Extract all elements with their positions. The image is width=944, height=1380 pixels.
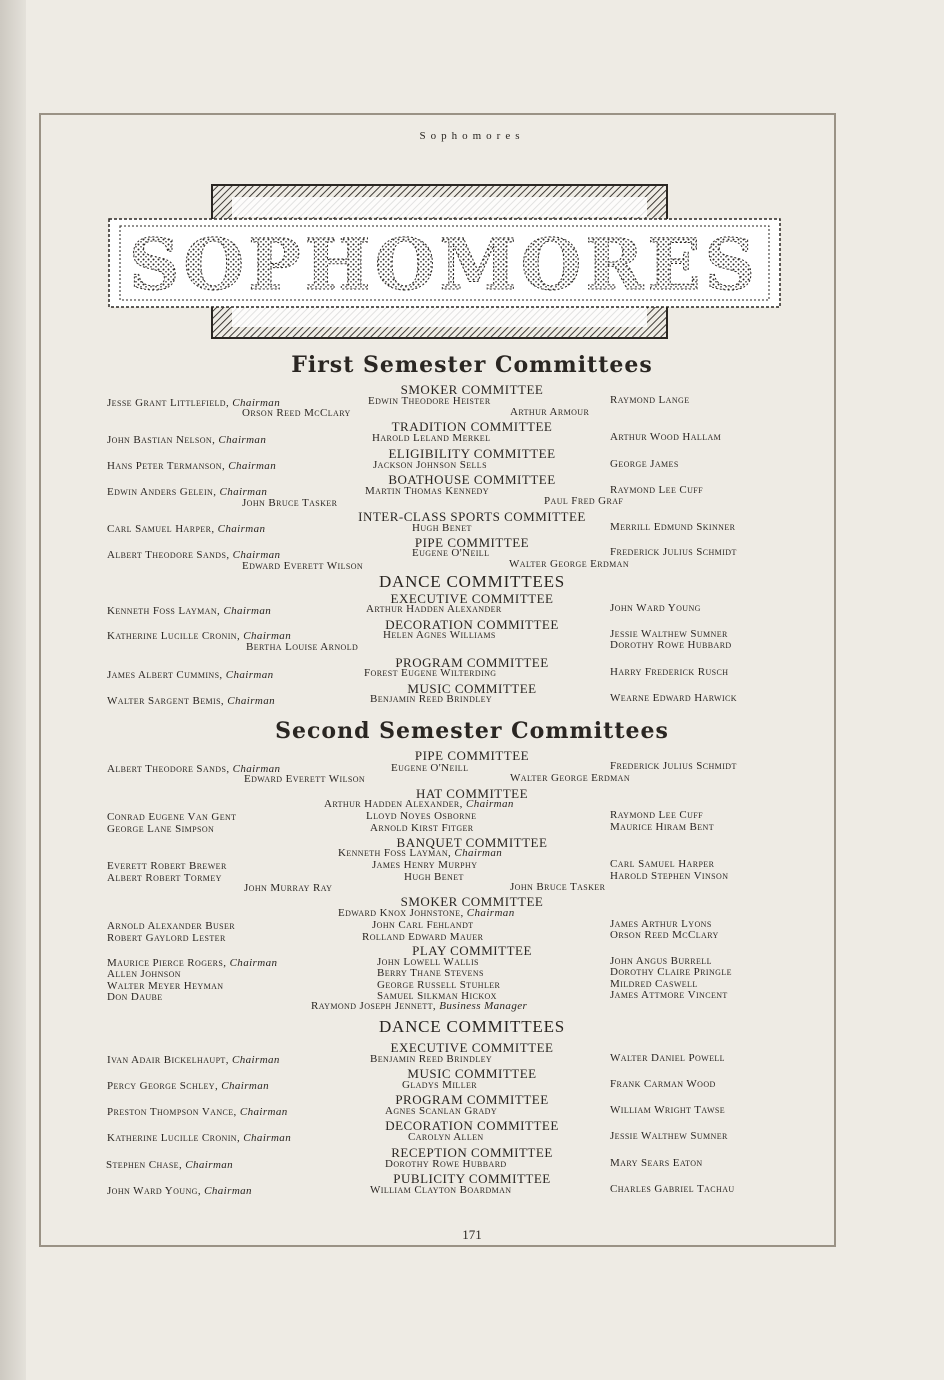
- member-name: Raymond Lange: [610, 394, 690, 406]
- member-name: Merrill Edmund Skinner: [610, 521, 736, 533]
- member-name: Benjamin Reed Brindley: [370, 1053, 493, 1065]
- dance-committees-heading: DANCE COMMITTEES: [378, 572, 566, 591]
- member-name: Robert Gaylord Lester: [107, 932, 226, 944]
- committee-heading: MUSIC COMMITTEE: [407, 1066, 537, 1081]
- chairman-entry: John Ward Young, Chairman: [107, 1185, 252, 1197]
- member-name: Samuel Silkman Hickox: [377, 990, 497, 1002]
- member-name: Helen Agnes Williams: [383, 629, 496, 641]
- member-name: John Carl Fehlandt: [372, 919, 474, 931]
- member-name: William Clayton Boardman: [370, 1184, 512, 1196]
- dance-committees-heading: DANCE COMMITTEES: [378, 1017, 566, 1036]
- chairman-entry: Jesse Grant Littlefield, Chairman: [107, 397, 281, 409]
- member-name: Eugene O'Neill: [412, 547, 490, 559]
- member-name: William Wright Tawse: [610, 1104, 726, 1116]
- chairman-entry: Maurice Pierce Rogers, Chairman: [107, 957, 278, 969]
- chairman-entry: Arthur Hadden Alexander, Chairman: [324, 798, 514, 810]
- member-name: John Bruce Tasker: [242, 497, 338, 509]
- committee-heading: RECEPTION COMMITTEE: [391, 1145, 553, 1160]
- committee-heading: DECORATION COMMITTEE: [385, 617, 559, 632]
- committee-heading: PLAY COMMITTEE: [412, 943, 532, 958]
- member-name: Martin Thomas Kennedy: [365, 485, 489, 497]
- chairman-entry: Percy George Schley, Chairman: [107, 1080, 270, 1092]
- chairman-entry: Hans Peter Termanson, Chairman: [107, 460, 277, 472]
- chairman-entry: Preston Thompson Vance, Chairman: [107, 1106, 288, 1118]
- chairman-entry: Ivan Adair Bickelhaupt, Chairman: [107, 1054, 280, 1066]
- committee-heading: DECORATION COMMITTEE: [385, 1118, 559, 1133]
- chairman-entry: Katherine Lucille Cronin, Chairman: [107, 630, 292, 642]
- member-name: Jessie Walthew Sumner: [610, 628, 728, 640]
- member-name: Harold Leland Merkel: [372, 432, 491, 444]
- member-name: Carl Samuel Harper: [610, 858, 715, 870]
- member-name: Agnes Scanlan Grady: [385, 1105, 497, 1117]
- member-name: James Henry Murphy: [372, 859, 478, 871]
- member-name: Rolland Edward Mauer: [362, 931, 484, 943]
- member-name: Carolyn Allen: [408, 1131, 484, 1143]
- member-name: James Arthur Lyons: [610, 918, 712, 930]
- member-name: Mildred Caswell: [610, 978, 698, 990]
- member-name: Frederick Julius Schmidt: [610, 546, 737, 558]
- member-name: Walter Daniel Powell: [610, 1052, 725, 1064]
- member-name: Forest Eugene Wilterding: [364, 667, 497, 679]
- member-name: Paul Fred Graf: [544, 495, 624, 507]
- member-name: Allen Johnson: [107, 968, 181, 980]
- committee-heading: TRADITION COMMITTEE: [391, 419, 553, 434]
- chairman-entry: Edwin Anders Gelein, Chairman: [107, 486, 268, 498]
- chairman-entry: Edward Knox Johnstone, Chairman: [338, 907, 515, 919]
- running-head: Sophomores: [419, 130, 525, 142]
- committee-heading: PUBLICITY COMMITTEE: [393, 1171, 551, 1186]
- member-name: Charles Gabriel Tachau: [610, 1183, 735, 1195]
- chairman-entry: John Bastian Nelson, Chairman: [107, 434, 267, 446]
- member-name: John Murray Ray: [244, 882, 333, 894]
- member-name: Gladys Miller: [402, 1079, 478, 1091]
- member-name: Hugh Benet: [404, 871, 464, 883]
- member-name: John Lowell Wallis: [377, 956, 479, 968]
- chairman-entry: Katherine Lucille Cronin, Chairman: [107, 1132, 292, 1144]
- member-name: John Angus Burrell: [610, 955, 712, 967]
- member-name: George James: [610, 458, 679, 470]
- member-name: Arnold Alexander Buser: [107, 920, 236, 932]
- member-name: Edward Everett Wilson: [244, 773, 366, 785]
- committee-heading: MUSIC COMMITTEE: [407, 681, 537, 696]
- committee-heading: HAT COMMITTEE: [415, 786, 529, 801]
- banner-title: SOPHOMORES: [129, 223, 759, 306]
- first-semester-title: First Semester Committees: [291, 352, 653, 378]
- committee-heading: SMOKER COMMITTEE: [400, 382, 544, 397]
- member-name: Dorothy Claire Pringle: [610, 966, 732, 978]
- committee-heading: INTER-CLASS SPORTS COMMITTEE: [358, 509, 586, 524]
- member-name: Harry Frederick Rusch: [610, 666, 729, 678]
- member-name: Arthur Armour: [510, 406, 590, 418]
- chairman-entry: James Albert Cummins, Chairman: [107, 669, 274, 681]
- member-name: John Ward Young: [610, 602, 701, 614]
- chairman-entry: Albert Theodore Sands, Chairman: [107, 763, 281, 775]
- chairman-entry: Kenneth Foss Layman, Chairman: [107, 605, 272, 617]
- committee-heading: EXECUTIVE COMMITTEE: [390, 1040, 554, 1055]
- business-manager-entry: Raymond Joseph Jennett, Business Manager: [311, 1000, 528, 1012]
- committee-heading: SMOKER COMMITTEE: [400, 894, 544, 909]
- member-name: Arnold Kirst Fitger: [370, 822, 474, 834]
- member-name: Conrad Eugene Van Gent: [107, 811, 237, 823]
- chairman-entry: Carl Samuel Harper, Chairman: [107, 523, 266, 535]
- member-name: Arthur Wood Hallam: [610, 431, 722, 443]
- member-name: Walter Meyer Heyman: [107, 980, 224, 992]
- member-name: Frank Carman Wood: [610, 1078, 716, 1090]
- member-name: Hugh Benet: [412, 522, 472, 534]
- chairman-entry: Kenneth Foss Layman, Chairman: [338, 847, 503, 859]
- member-name: Albert Robert Tormey: [107, 872, 222, 884]
- member-name: Harold Stephen Vinson: [610, 870, 729, 882]
- committee-heading: ELIGIBILITY COMMITTEE: [388, 446, 556, 461]
- member-name: Lloyd Noyes Osborne: [366, 810, 477, 822]
- committee-heading: PROGRAM COMMITTEE: [395, 655, 549, 670]
- member-name: Edward Everett Wilson: [242, 560, 364, 572]
- member-name: Frederick Julius Schmidt: [610, 760, 737, 772]
- member-name: Bertha Louise Arnold: [246, 641, 359, 653]
- committee-heading: PIPE COMMITTEE: [414, 748, 530, 763]
- member-name: Orson Reed McClary: [610, 929, 719, 941]
- page-number: 171: [462, 1227, 482, 1242]
- member-name: Don Daube: [107, 991, 163, 1003]
- committee-heading: BANQUET COMMITTEE: [396, 835, 548, 850]
- committee-heading: BOATHOUSE COMMITTEE: [388, 472, 556, 487]
- member-name: Orson Reed McClary: [242, 407, 351, 419]
- member-name: Jackson Johnson Sells: [373, 459, 487, 471]
- member-name: George Lane Simpson: [107, 823, 215, 835]
- member-name: Wearne Edward Harwick: [610, 692, 737, 704]
- member-name: Edwin Theodore Heister: [368, 395, 491, 407]
- member-name: Everett Robert Brewer: [107, 860, 227, 872]
- member-name: John Bruce Tasker: [510, 881, 606, 893]
- chairman-entry: Stephen Chase, Chairman: [106, 1159, 234, 1171]
- member-name: James Attmore Vincent: [610, 989, 728, 1001]
- member-name: Dorothy Rowe Hubbard: [610, 639, 732, 651]
- sophomores-banner: [107, 183, 782, 343]
- member-name: George Russell Stuhler: [377, 979, 501, 991]
- member-name: Dorothy Rowe Hubbard: [385, 1158, 507, 1170]
- committee-heading: PIPE COMMITTEE: [414, 535, 530, 550]
- member-name: Raymond Lee Cuff: [610, 809, 704, 821]
- member-name: Mary Sears Eaton: [610, 1157, 703, 1169]
- chairman-entry: Walter Sargent Bemis, Chairman: [107, 695, 276, 707]
- member-name: Maurice Hiram Bent: [610, 821, 714, 833]
- chairman-entry: Albert Theodore Sands, Chairman: [107, 549, 281, 561]
- member-name: Walter George Erdman: [510, 772, 631, 784]
- committee-heading: EXECUTIVE COMMITTEE: [390, 591, 554, 606]
- member-name: Eugene O'Neill: [391, 762, 469, 774]
- member-name: Arthur Hadden Alexander: [366, 603, 502, 615]
- member-name: Walter George Erdman: [509, 558, 630, 570]
- member-name: Raymond Lee Cuff: [610, 484, 704, 496]
- member-name: Jessie Walthew Sumner: [610, 1130, 728, 1142]
- second-semester-title: Second Semester Committees: [275, 718, 669, 744]
- committee-heading: PROGRAM COMMITTEE: [395, 1092, 549, 1107]
- member-name: Benjamin Reed Brindley: [370, 693, 493, 705]
- member-name: Berry Thane Stevens: [377, 967, 484, 979]
